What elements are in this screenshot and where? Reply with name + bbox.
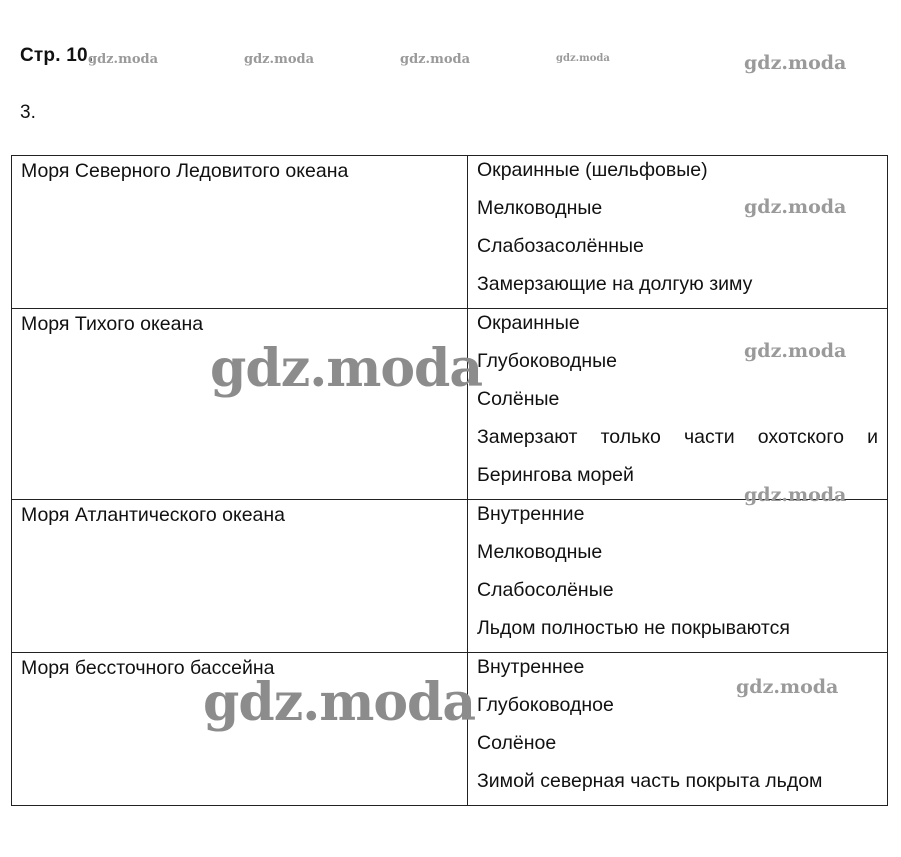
property-item: Слабосолёные bbox=[477, 579, 614, 601]
watermark: gdz.moda bbox=[556, 53, 610, 64]
sea-properties bbox=[468, 156, 888, 309]
watermark: gdz.moda bbox=[744, 52, 847, 74]
property-item: Окраинные (шельфовые) bbox=[477, 159, 708, 181]
page-label: Стр. 10. bbox=[20, 45, 94, 66]
watermark: gdz.moda bbox=[203, 672, 476, 733]
property-item: Замерзающие на долгую зиму bbox=[477, 273, 753, 295]
property-item: Внутреннее bbox=[477, 656, 585, 678]
table-row bbox=[12, 156, 888, 309]
property-item: Солёные bbox=[477, 388, 560, 410]
watermark: gdz.moda bbox=[400, 52, 471, 67]
property-item: Глубоководные bbox=[477, 350, 617, 372]
sea-properties bbox=[468, 653, 888, 806]
table-row bbox=[12, 309, 888, 500]
property-item: Солёное bbox=[477, 732, 557, 754]
sea-group-name: Моря Северного Ледовитого океана bbox=[12, 156, 468, 309]
property-item: Окраинные bbox=[477, 312, 580, 334]
property-item: Мелководные bbox=[477, 197, 603, 219]
seas-table bbox=[11, 155, 888, 806]
property-item: Зимой северная часть покрыта льдом bbox=[477, 770, 823, 792]
watermark: gdz.moda bbox=[744, 196, 847, 218]
property-item: Мелководные bbox=[477, 541, 603, 563]
property-item: Слабозасолённые bbox=[477, 235, 644, 257]
watermark: gdz.moda bbox=[210, 338, 483, 399]
property-item: Внутренние bbox=[477, 503, 585, 525]
sea-group-name: Моря Тихого океана bbox=[12, 309, 468, 500]
watermark: gdz.moda bbox=[88, 52, 159, 67]
watermark: gdz.moda bbox=[744, 484, 847, 506]
property-item: Замерзают только части охотского и bbox=[477, 426, 878, 448]
watermark: gdz.moda bbox=[244, 52, 315, 67]
sea-properties bbox=[468, 500, 888, 653]
property-item: Берингова морей bbox=[477, 464, 634, 486]
property-item: Глубоководное bbox=[477, 694, 614, 716]
watermark: gdz.moda bbox=[744, 340, 847, 362]
table-row bbox=[12, 653, 888, 806]
watermark: gdz.moda bbox=[736, 676, 839, 698]
sea-group-name: Моря Атлантического океана bbox=[12, 500, 468, 653]
property-item: Льдом полностью не покрываются bbox=[477, 617, 790, 639]
task-number: 3. bbox=[20, 102, 36, 123]
table-row bbox=[12, 500, 888, 653]
sea-properties bbox=[468, 309, 888, 500]
sea-group-name: Моря бессточного бассейна bbox=[12, 653, 468, 806]
